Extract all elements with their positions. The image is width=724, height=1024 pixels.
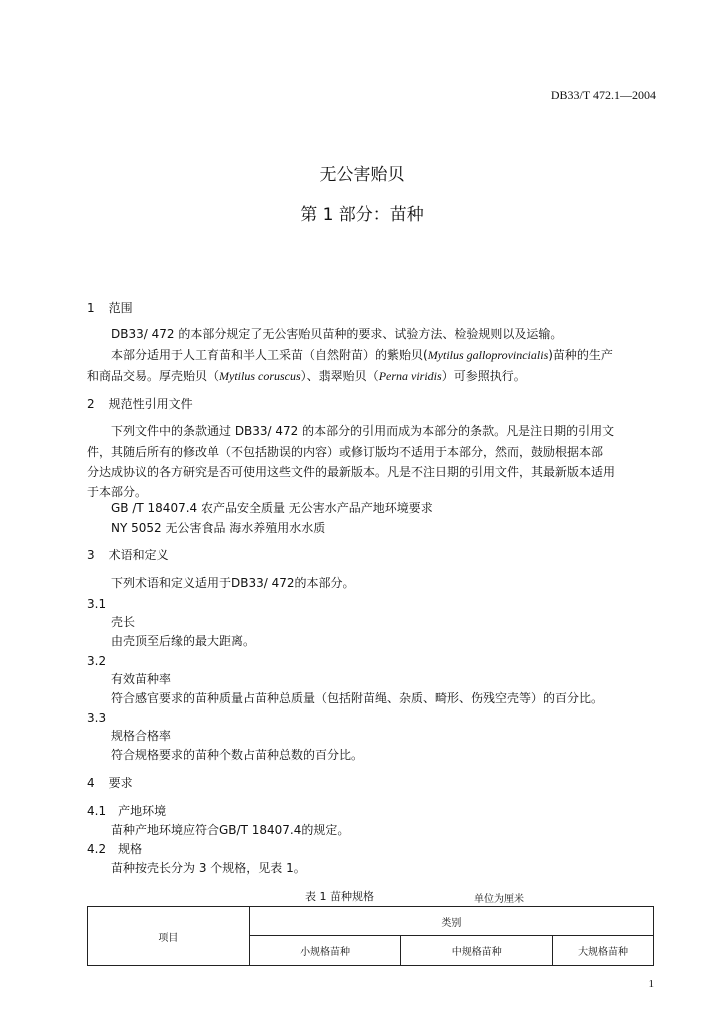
clause-title: 产地环境: [118, 804, 167, 818]
term: 有效苗种率: [111, 672, 172, 686]
paragraph: 苗种按壳长分为 3 个规格，见表 1。: [111, 861, 306, 875]
section-1-heading: [87, 301, 133, 315]
clause-number: 3.1: [87, 597, 107, 611]
col-header-item: 项目: [88, 907, 250, 966]
section-title: 规范性引用文件: [108, 397, 193, 411]
col-header-category: 类别: [249, 907, 653, 936]
section-title: 术语和定义: [108, 548, 169, 562]
section-3-heading: [87, 548, 169, 562]
section-number: 2: [87, 397, 95, 411]
document-subtitle: 第 1 部分：苗种: [300, 205, 424, 225]
paragraph: [111, 348, 613, 362]
paragraph: DB33/ 472 的本部分规定了无公害贻贝苗种的要求、试验方法、检验规则以及运输。: [111, 327, 563, 341]
latin-name: Mytilus galloprovincialis: [427, 348, 549, 362]
reference-item: NY 5052 无公害食品 海水养殖用水水质: [111, 521, 326, 535]
text-run: ）、翡翠贻贝（: [300, 369, 379, 383]
clause-number: 4.1: [87, 804, 107, 818]
clause-title: 规格: [118, 842, 143, 856]
page-number: 1: [648, 978, 654, 990]
definition: 符合规格要求的苗种个数占苗种总数的百分比。: [111, 748, 364, 762]
section-4-heading: [87, 776, 133, 790]
text-run: 和商品交易。厚壳贻贝（: [87, 369, 220, 383]
latin-name: Perna viridis: [378, 369, 442, 383]
text-run: )苗种的生产: [548, 348, 613, 362]
reference-item: GB /T 18407.4 农产品安全质量 无公害水产品产地环境要求: [111, 501, 433, 515]
term: 规格合格率: [111, 729, 172, 743]
paragraph: 下列术语和定义适用于DB33/ 472的本部分。: [111, 576, 355, 590]
latin-name: Mytilus coruscus: [219, 369, 301, 383]
section-2-heading: [87, 397, 193, 411]
table-unit: 单位为厘米: [474, 894, 524, 905]
clause-number: 3.3: [87, 711, 107, 725]
clause-heading: [87, 804, 166, 818]
paragraph: 于本部分。: [87, 485, 148, 499]
clause-number: 3.2: [87, 654, 107, 668]
section-number: 3: [87, 548, 95, 562]
section-number: 4: [87, 776, 95, 790]
section-number: 1: [87, 301, 95, 315]
paragraph: [87, 369, 526, 383]
text-run: 本部分适用于人工育苗和半人工采苗（自然附苗）的紫贻贝(: [111, 348, 428, 362]
definition: 符合感官要求的苗种质量占苗种总质量（包括附苗绳、杂质、畸形、伤残空壳等）的百分比。: [111, 691, 604, 705]
paragraph: 苗种产地环境应符合GB/T 18407.4的规定。: [111, 823, 350, 837]
paragraph: 分达成协议的各方研究是否可使用这些文件的最新版本。凡是不注日期的引用文件，其最新版本适用: [87, 465, 616, 479]
clause-number: 4.2: [87, 842, 107, 856]
document-title: 无公害贻贝: [319, 165, 405, 185]
paragraph: 件，其随后所有的修改单（不包括勘误的内容）或修订版均不适用于本部分，然而，鼓励根据本部: [87, 445, 604, 459]
clause-heading: [87, 842, 142, 856]
section-title: 要求: [108, 776, 133, 790]
text-run: ）可参照执行。: [441, 369, 526, 383]
col-header-small: 小规格苗种: [249, 936, 401, 966]
standard-code: DB33/T 472.1—2004: [550, 88, 656, 102]
section-title: 范围: [108, 301, 133, 315]
paragraph: 下列文件中的条款通过 DB33/ 472 的本部分的引用而成为本部分的条款。凡是注日期的引用文: [111, 424, 615, 438]
term: 壳长: [111, 615, 136, 629]
col-header-large: 大规格苗种: [553, 936, 654, 966]
table-caption: 表 1 苗种规格: [305, 890, 374, 903]
spec-table: [87, 906, 654, 966]
table-header-row: [88, 907, 654, 936]
col-header-medium: 中规格苗种: [401, 936, 553, 966]
definition: 由壳顶至后缘的最大距离。: [111, 634, 256, 648]
